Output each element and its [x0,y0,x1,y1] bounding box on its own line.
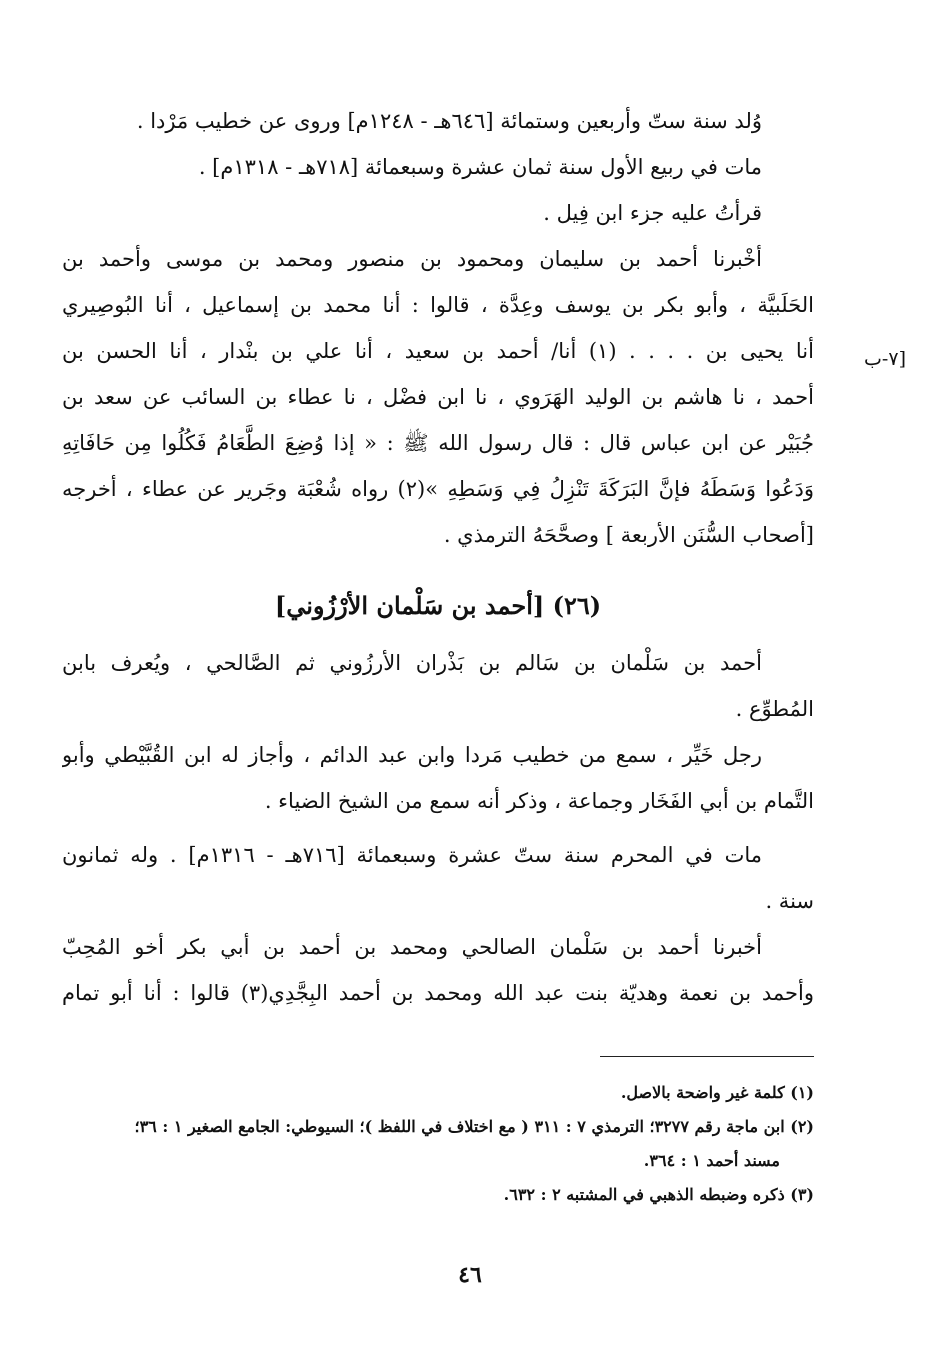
isnad-line-2: الحَلَبيَّة ، وأبو بكر بن يوسف وعِدَّة ، قالوا : أنا محمد بن إسماعيل ، أنا البُوصِيري [62,293,814,317]
entry-line-4: التَّمام بن أبي الفَخَار وجماعة ، وذكر أنه سمع من الشيخ الضياء . [264,789,814,813]
birth-line: وُلد سنة ستّ وأربعين وستمائة [٦٤٦هـ - ١٢٤٨م] وروى عن خطيب مَرْدا . [136,109,762,133]
paragraph-gap [62,824,814,832]
death-line: مات في ربيع الأول سنة ثمان عشرة وسبعمائة [٧١٨هـ - ١٣١٨م] . [198,155,762,179]
footnote-separator [600,1056,814,1057]
entry-line-7: أخبرنا أحمد بن سَلْمان الصالحي ومحمد بن أحمد بن أبي بكر أخو المُحِبّ [62,935,762,959]
entry-line-1: أحمد بن سَلْمان بن سَالم بن بَذْران الأرزُوني ثم الصَّالحي ، ويُعرف بابن [62,651,762,675]
isnad-line-3: أنا يحيى بن . . . . (١) أنا/ أحمد بن سعيد ، أنا علي بن بنْدار ، أنا الحسن بن [62,339,814,363]
footnote-1: (١) كلمة غير واضحة بالاصل. [620,1083,814,1102]
margin-folio-reference: [٧-ب [864,348,906,370]
reading-line: قرأتُ عليه جزء ابن فِيل . [543,201,762,225]
entry-line-3: رجل خَيِّر ، سمع من خطيب مَردا وابن عبد الدائم ، وأجاز له ابن القُبَّيْطي وأبو [62,743,762,767]
entry-text-block [62,640,814,1016]
isnad-line-1: أخْبرنا أحمد بن سليمان ومحمود بن منصور ومحمد بن موسى وأحمد بن [62,247,762,271]
entry-heading: (٢٦) [أحمد بن سَلْمان الأرْزُوني] [274,591,602,620]
hadith-line-1: جُبَيْر عن ابن عباس قال : قال رسول الله ﷺ : « إذا وُضِعَ الطَّعَامُ فَكُلُوا مِن حَافَاتِهِ [62,431,814,455]
page-number: ٤٦ [458,1262,482,1288]
entry-line-5: مات في المحرم سنة ستّ عشرة وسبعمائة [٧١٦هـ - ١٣١٦م] . وله ثمانون [62,843,762,867]
footnotes [62,1076,814,1212]
entry-line-6: سنة . [765,889,814,913]
footnote-3: (٣) ذكره وضبطه الذهبي في المشتبه ٢ : ٦٣٢. [503,1185,814,1204]
entry-line-2: المُطوِّع . [735,697,814,721]
top-text-block [62,98,814,558]
footnote-2-continuation: مسند أحمد ١ : ٣٦٤. [643,1151,780,1170]
hadith-line-3: [أصحاب السُّنَن الأربعة ] وصحَّحَهُ الترمذي . [443,523,814,547]
hadith-line-2: وَدَعُوا وَسَطَهُ فإنَّ البَرَكَةَ تَنْزِلُ فِي وَسَطِهِ »(٢) رواه شُعْبَة وجَرير عن عطاء ، أخرجه [62,477,814,501]
footnote-2: (٢) ابن ماجة رقم ٣٢٧٧؛ الترمذي ٧ : ٣١١ ( مع اختلاف في اللفظ )؛ السيوطي: الجامع الصغير ١ : ٣٦؛ [134,1117,814,1136]
isnad-line-4: أحمد ، نا هاشم بن الوليد الهَرَوي ، نا ابن فضْل ، نا عطاء بن السائب عن سعد بن [62,385,814,409]
entry-line-8: وأحمد بن نعمة وهديّة بنت عبد الله ومحمد بن أحمد البِجَّدِي(٣) قالوا : أنا أبو تمام [62,981,814,1005]
